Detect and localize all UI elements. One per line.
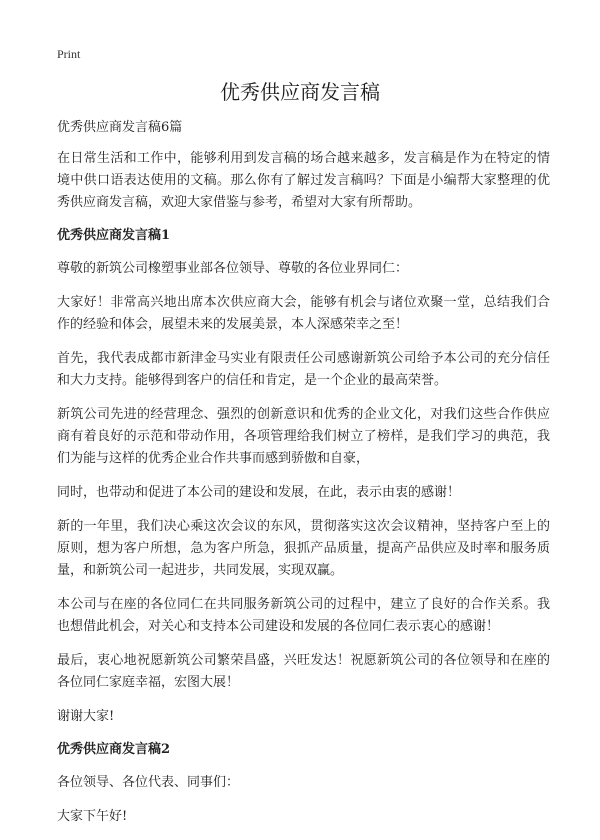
section-heading-1: 优秀供应商发言稿1 bbox=[57, 228, 171, 243]
intro-paragraph: 在日常生活和工作中，能够利用到发言稿的场合越来越多，发言稿是作为在特定的情境中供口语表达使用的文稿。那么你有了解过发言稿吗？下面是小编帮大家整理的优秀供应商发言稿，欢迎大家借鉴与参考，希望对大家有所帮助。 bbox=[57, 151, 550, 210]
section2-paragraph: 各位领导、各位代表、同事们： bbox=[57, 775, 240, 790]
section2-paragraph: 大家下午好! bbox=[57, 809, 128, 824]
section1-paragraph: 尊敬的新筑公司橡塑事业部各位领导、尊敬的各位业界同仁： bbox=[57, 261, 409, 276]
document-subtitle: 优秀供应商发言稿6篇 bbox=[57, 120, 183, 135]
document-title: 优秀供应商发言稿 bbox=[220, 80, 380, 104]
section1-paragraph: 本公司与在座的各位同仁在共同服务新筑公司的过程中，建立了良好的合作关系。我也想借此机会，对关心和支持本公司建设和发展的各位同仁表示衷心的感谢！ bbox=[57, 597, 550, 634]
section1-paragraph: 新筑公司先进的经营理念、强烈的创新意识和优秀的企业文化，对我们这些合作供应商有着良好的示范和带动作用，各项管理给我们树立了榜样，是我们学习的典范，我们为能与这样的优秀企业合作共事而感到骄傲和自豪， bbox=[57, 407, 550, 466]
document-body bbox=[57, 118, 550, 840]
section1-paragraph: 首先，我代表成都市新津金马实业有限责任公司感谢新筑公司给予本公司的充分信任和大力支持。能够得到客户的信任和肯定，是一个企业的最高荣誉。 bbox=[57, 351, 550, 388]
section1-paragraph: 同时，也带动和促进了本公司的建设和发展，在此，表示由衷的感谢！ bbox=[57, 485, 461, 500]
section1-paragraph: 新的一年里，我们决心乘这次会议的东风，贯彻落实这次会议精神，坚持客户至上的原则，想为客户所想，急为客户所急，狠抓产品质量，提高产品供应及时率和服务质量，和新筑公司一起进步，共同发展，实现双赢。 bbox=[57, 519, 550, 578]
section1-paragraph: 谢谢大家! bbox=[57, 709, 115, 724]
section1-paragraph: 大家好！非常高兴地出席本次供应商大会，能够有机会与诸位欢聚一堂，总结我们合作的经验和体会，展望未来的发展美景，本人深感荣幸之至！ bbox=[57, 295, 550, 332]
section-heading-2: 优秀供应商发言稿2 bbox=[57, 742, 171, 757]
section1-paragraph: 最后，衷心地祝愿新筑公司繁荣昌盛，兴旺发达！祝愿新筑公司的各位领导和在座的各位同仁家庭幸福，宏图大展！ bbox=[57, 653, 550, 690]
print-link[interactable]: Print bbox=[57, 47, 81, 61]
